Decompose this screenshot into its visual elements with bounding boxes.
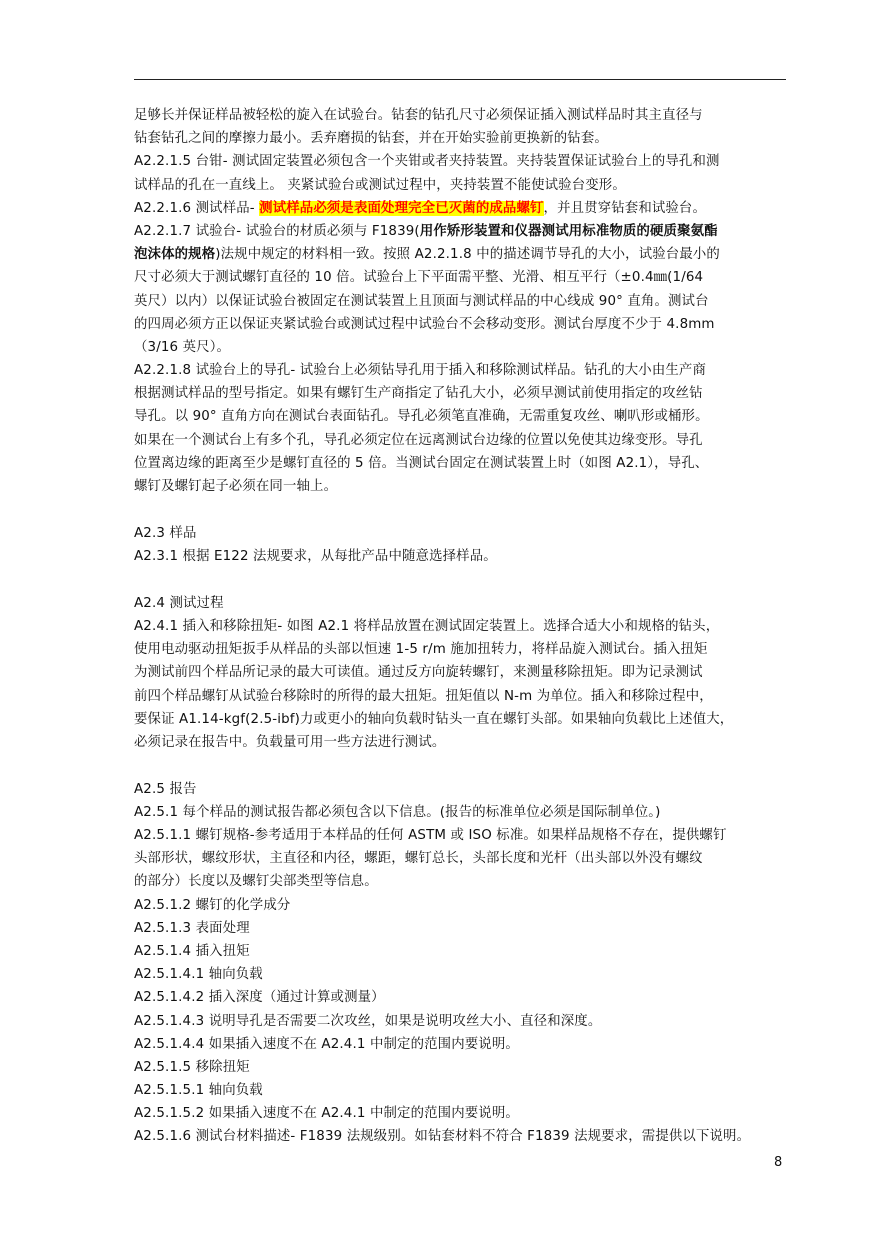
text-line — [134, 197, 786, 220]
text-line — [134, 220, 786, 243]
line-text: )法规中规定的材料相一致。按照 A2.2.1.8 中的描述调节导孔的大小，试验台最小的 — [215, 247, 720, 263]
text-line — [134, 313, 786, 336]
text-line — [134, 592, 786, 615]
line-text: A2.5.1.5.1 轴向负载 — [134, 1083, 263, 1099]
text-line — [134, 452, 786, 475]
line-text: A2.5.1.4.3 说明导孔是否需要二次攻丝，如果是说明攻丝大小、直径和深度。 — [134, 1013, 602, 1029]
line-text: A2.5.1.4.2 插入深度（通过计算或测量） — [134, 990, 385, 1006]
blank-line — [134, 568, 786, 592]
body-text — [134, 104, 786, 1149]
text-line — [134, 986, 786, 1009]
text-line — [134, 359, 786, 382]
text-line — [134, 940, 786, 963]
line-text: A2.4.1 插入和移除扭矩- 如图 A2.1 将样品放置在测试固定装置上。选择合适大小和规格的钻头， — [134, 618, 720, 634]
line-text: ，并且贯穿钻套和试验台。 — [543, 200, 707, 216]
line-text: A2.5.1.6 测试台材料描述- F1839 法规级别。如钻套材料不符合 F1839 法规要求，需提供以下说明。 — [134, 1129, 751, 1145]
line-text: A2.3 样品 — [134, 525, 197, 541]
text-line — [134, 824, 786, 847]
line-text: A2.5.1.1 螺钉规格-参考适用于本样品的任何 ASTM 或 ISO 标准。如果样品规格不存在，提供螺钉 — [134, 828, 727, 844]
text-line — [134, 917, 786, 940]
text-line — [134, 545, 786, 568]
line-text: A2.5.1.5 移除扭矩 — [134, 1059, 250, 1075]
line-text: A2.2.1.5 台钳- 测试固定装置必须包含一个夹钳或者夹持装置。夹持装置保证试验台上的导孔和测 — [134, 154, 720, 170]
header-rule — [134, 79, 786, 80]
line-text: A2.5.1.4.1 轴向负载 — [134, 967, 263, 983]
text-line — [134, 1079, 786, 1102]
line-text: 的部分）长度以及螺钉尖部类型等信息。 — [134, 874, 378, 890]
text-line — [134, 522, 786, 545]
line-text: 尺寸必须大于测试螺钉直径的 10 倍。试验台上下平面需平整、光滑、相互平行（±0.4㎜(1/64 — [134, 270, 704, 286]
text-line — [134, 1102, 786, 1125]
line-text: 位置离边缘的距离至少是螺钉直径的 5 倍。当测试台固定在测试装置上时（如图 A2.1），导孔、 — [134, 455, 709, 471]
blank-line — [134, 498, 786, 522]
line-text: 为测试前四个样品所记录的最大可读值。通过反方向旋转螺钉，来测量移除扭矩。即为记录测试 — [134, 665, 703, 681]
line-text: 头部形状，螺纹形状，主直径和内径，螺距，螺钉总长，头部长度和光杆（出头部以外没有螺纹 — [134, 851, 703, 867]
line-text: A2.5.1.4.4 如果插入速度不在 A2.4.1 中制定的范围内要说明。 — [134, 1036, 519, 1052]
text-line — [134, 475, 786, 498]
line-text: 要保证 A1.14-kgf(2.5-ibf)力或更小的轴向负载时钻头一直在螺钉头部。如果轴向负载比上述值大， — [134, 711, 734, 727]
text-line — [134, 429, 786, 452]
text-line — [134, 382, 786, 405]
line-text: 英尺）以内）以保证试验台被固定在测试装置上且顶面与测试样品的中心线成 90° 直角。测试台 — [134, 293, 709, 309]
line-text: A2.5.1.5.2 如果插入速度不在 A2.4.1 中制定的范围内要说明。 — [134, 1106, 519, 1122]
line-text: （3/16 英尺）。 — [134, 339, 231, 355]
line-text: A2.5 报告 — [134, 781, 197, 797]
text-line — [134, 685, 786, 708]
text-line — [134, 778, 786, 801]
text-line — [134, 1056, 786, 1079]
blank-line — [134, 754, 786, 778]
text-line — [134, 243, 786, 266]
line-text: A2.4 测试过程 — [134, 595, 224, 611]
line-text: 足够长并保证样品被轻松的旋入在试验台。钻套的钻孔尺寸必须保证插入测试样品时其主直径与 — [134, 108, 703, 123]
text-line — [134, 290, 786, 313]
bold-text: 泡沫体的规格 — [134, 247, 216, 263]
text-line — [134, 870, 786, 893]
line-text: 必须记录在报告中。负载量可用一些方法进行测试。 — [134, 734, 446, 750]
text-line — [134, 661, 786, 684]
text-line — [134, 801, 786, 824]
line-text: 导孔。以 90° 直角方向在测试台表面钻孔。导孔必须笔直准确，无需重复攻丝、喇叭形或桶形。 — [134, 409, 709, 425]
line-text: A2.5.1.3 表面处理 — [134, 920, 250, 936]
line-text: A2.5.1 每个样品的测试报告都必须包含以下信息。(报告的标准单位必须是国际制单位。) — [134, 804, 661, 820]
bold-text: 用作矫形装置和仪器测试用标准物质的硬质聚氨酯 — [419, 223, 718, 239]
line-text: 钻套钻孔之间的摩擦力最小。丢弃磨损的钻套，并在开始实验前更换新的钻套。 — [134, 131, 608, 147]
text-line — [134, 266, 786, 289]
line-text: 试样品的孔在一直线上。 夹紧试验台或测试过程中，夹持装置不能使试验台变形。 — [134, 177, 626, 193]
line-text: 使用电动驱动扭矩扳手从样品的头部以恒速 1-5 r/m 施加扭转力，将样品旋入测试台。插入扭矩 — [134, 642, 708, 658]
line-text: A2.3.1 根据 E122 法规要求，从每批产品中随意选择样品。 — [134, 548, 497, 564]
text-line — [134, 731, 786, 754]
text-line — [134, 638, 786, 661]
text-line — [134, 847, 786, 870]
line-text: A2.5.1.4 插入扭矩 — [134, 943, 250, 959]
line-text: 根据测试样品的型号指定。如果有螺钉生产商指定了钻孔大小，必须早测试前使用指定的攻丝钻 — [134, 386, 703, 402]
line-text: 的四周必须方正以保证夹紧试验台或测试过程中试验台不会移动变形。测试台厚度不少于 4.8mm — [134, 316, 715, 332]
text-line — [134, 1033, 786, 1056]
page-number: 8 — [774, 1155, 783, 1170]
text-line — [134, 894, 786, 917]
line-text: 前四个样品螺钉从试验台移除时的所得的最大扭矩。扭矩值以 N-m 为单位。插入和移除过程中， — [134, 688, 713, 704]
line-text: 如果在一个测试台上有多个孔，导孔必须定位在远离测试台边缘的位置以免使其边缘变形。导孔 — [134, 432, 703, 448]
text-line — [134, 127, 786, 150]
line-text: A2.2.1.6 测试样品- — [134, 200, 260, 216]
line-text: 螺钉及螺钉起子必须在同一轴上。 — [134, 479, 338, 494]
text-line — [134, 150, 786, 173]
highlighted-text: 测试样品必须是表面处理完全已灭菌的成品螺钉 — [259, 200, 544, 216]
text-line — [134, 1010, 786, 1033]
text-line — [134, 104, 786, 127]
text-line — [134, 708, 786, 731]
line-text: A2.2.1.8 试验台上的导孔- 试验台上必须钻导孔用于插入和移除测试样品。钻孔的大小由生产商 — [134, 363, 707, 379]
text-line — [134, 1125, 786, 1148]
line-text: A2.2.1.7 试验台- 试验台的材质必须与 F1839( — [134, 223, 420, 239]
line-text: A2.5.1.2 螺钉的化学成分 — [134, 897, 291, 913]
text-line — [134, 336, 786, 359]
text-line — [134, 615, 786, 638]
text-line — [134, 174, 786, 197]
text-line — [134, 963, 786, 986]
text-line — [134, 405, 786, 428]
